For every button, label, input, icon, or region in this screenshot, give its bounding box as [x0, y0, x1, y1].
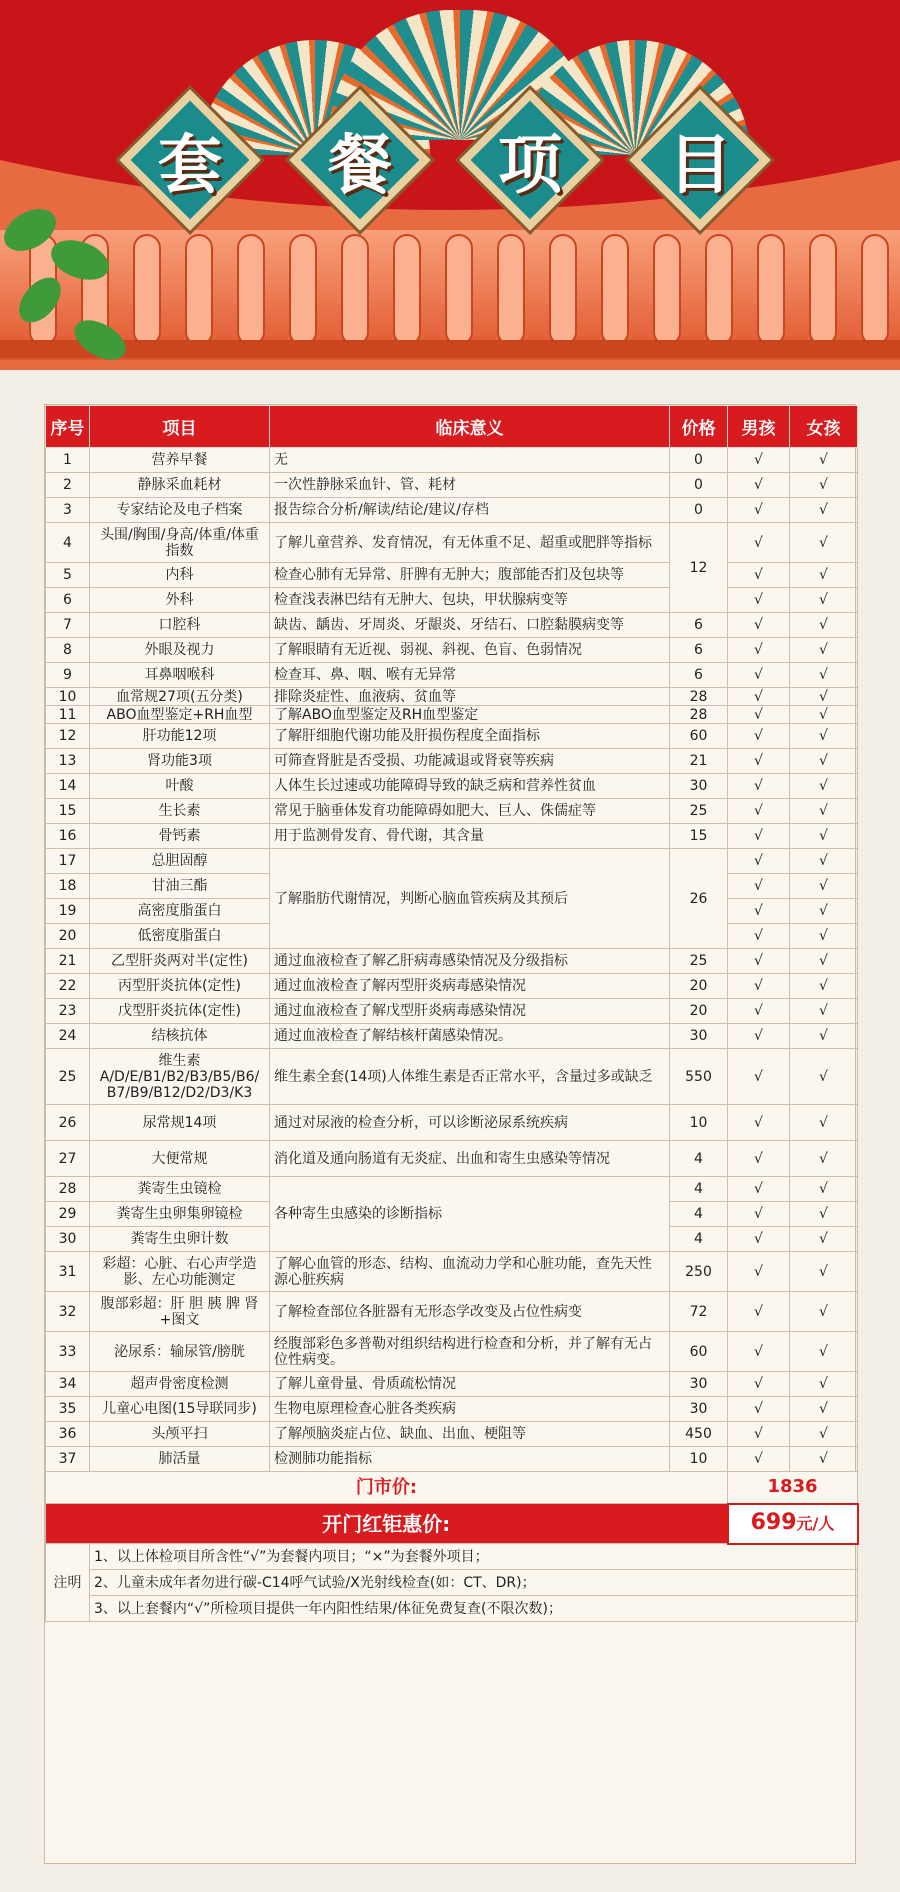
row-price: 60: [670, 724, 728, 749]
row-price: 20: [670, 999, 728, 1024]
row-no: 9: [46, 663, 90, 688]
boy-check: √: [728, 1141, 790, 1177]
girl-check: √: [790, 1105, 858, 1141]
table-row: [46, 724, 858, 749]
row-item: 肝功能12项: [90, 724, 270, 749]
header-girl: 女孩: [790, 406, 858, 448]
row-price: 6: [670, 663, 728, 688]
row-item: 丙型肝炎抗体(定性): [90, 974, 270, 999]
row-price: 30: [670, 1397, 728, 1422]
row-item: 内科: [90, 563, 270, 588]
row-no: 31: [46, 1252, 90, 1292]
table-row: [46, 749, 858, 774]
girl-check: √: [790, 588, 858, 613]
table-row: [46, 588, 858, 613]
row-meaning: 生物电原理检查心脏各类疾病: [270, 1397, 670, 1422]
boy-check: √: [728, 563, 790, 588]
table-row: [46, 1024, 858, 1049]
row-item: 头围/胸围/身高/体重/体重指数: [90, 523, 270, 563]
girl-check: √: [790, 563, 858, 588]
table-row: [46, 949, 858, 974]
row-item: 肾功能3项: [90, 749, 270, 774]
table-row: [46, 523, 858, 563]
row-price: 30: [670, 1024, 728, 1049]
row-item: 超声骨密度检测: [90, 1372, 270, 1397]
row-price: 28: [670, 688, 728, 706]
table-row: [46, 663, 858, 688]
table-row: [46, 1422, 858, 1447]
row-item: ABO血型鉴定+RH血型: [90, 706, 270, 724]
row-item: 生长素: [90, 799, 270, 824]
girl-check: √: [790, 849, 858, 874]
package-table: [45, 405, 859, 1622]
row-price: 0: [670, 498, 728, 523]
row-item: 儿童心电图(15导联同步): [90, 1397, 270, 1422]
row-meaning: 各种寄生虫感染的诊断指标: [270, 1177, 670, 1252]
table-row: [46, 1252, 858, 1292]
boy-check: √: [728, 799, 790, 824]
table-row: [46, 1292, 858, 1332]
row-item: 肺活量: [90, 1447, 270, 1472]
row-meaning: 经腹部彩色多普勒对组织结构进行检查和分析，并了解有无占位性病变。: [270, 1332, 670, 1372]
row-price: 0: [670, 473, 728, 498]
girl-check: √: [790, 613, 858, 638]
row-item: 结核抗体: [90, 1024, 270, 1049]
table-row: [46, 849, 858, 874]
row-meaning: 了解儿童营养、发育情况，有无体重不足、超重或肥胖等指标: [270, 523, 670, 563]
girl-check: √: [790, 706, 858, 724]
table-row: [46, 799, 858, 824]
table-row: [46, 638, 858, 663]
row-item: 叶酸: [90, 774, 270, 799]
row-meaning: 无: [270, 448, 670, 473]
table-header-row: [46, 406, 858, 448]
title-char: 项: [498, 129, 562, 203]
row-no: 6: [46, 588, 90, 613]
row-meaning: 可筛查肾脏是否受损、功能减退或肾衰等疾病: [270, 749, 670, 774]
boy-check: √: [728, 824, 790, 849]
row-no: 18: [46, 874, 90, 899]
note-text: 1、以上体检项目所含性“√”为套餐内项目；“×”为套餐外项目；: [90, 1544, 858, 1570]
promo-price-row: [46, 1504, 858, 1544]
header-no: 序号: [46, 406, 90, 448]
girl-check: √: [790, 688, 858, 706]
title-diamond: [630, 90, 770, 230]
note-text: 3、以上套餐内“√”所检项目提供一年内阳性结果/体征免费复查(不限次数)；: [90, 1596, 858, 1622]
boy-check: √: [728, 724, 790, 749]
row-price: 25: [670, 949, 728, 974]
row-item: 大便常规: [90, 1141, 270, 1177]
boy-check: √: [728, 924, 790, 949]
girl-check: √: [790, 1202, 858, 1227]
row-meaning: 缺齿、龋齿、牙周炎、牙龈炎、牙结石、口腔黏膜病变等: [270, 613, 670, 638]
row-meaning: 了解儿童骨量、骨质疏松情况: [270, 1372, 670, 1397]
row-meaning: 人体生长过速或功能障碍导致的缺乏病和营养性贫血: [270, 774, 670, 799]
note-row: [46, 1570, 858, 1596]
girl-check: √: [790, 974, 858, 999]
promo-price-value: [728, 1504, 858, 1544]
girl-check: √: [790, 663, 858, 688]
girl-check: √: [790, 1422, 858, 1447]
row-no: 13: [46, 749, 90, 774]
boy-check: √: [728, 1105, 790, 1141]
table-row: [46, 999, 858, 1024]
boy-check: √: [728, 974, 790, 999]
row-meaning: 了解肝细胞代谢功能及肝损伤程度全面指标: [270, 724, 670, 749]
boy-check: √: [728, 749, 790, 774]
row-no: 29: [46, 1202, 90, 1227]
row-meaning: 维生素全套(14项)人体维生素是否正常水平，含量过多或缺乏: [270, 1049, 670, 1105]
row-item: 戊型肝炎抗体(定性): [90, 999, 270, 1024]
promo-price-unit: 元/人: [796, 1514, 835, 1533]
row-no: 21: [46, 949, 90, 974]
row-price: 30: [670, 1372, 728, 1397]
row-no: 25: [46, 1049, 90, 1105]
table-row: [46, 1397, 858, 1422]
table-row: [46, 688, 858, 706]
boy-check: √: [728, 949, 790, 974]
table-row: [46, 774, 858, 799]
row-item: 外科: [90, 588, 270, 613]
boy-check: √: [728, 999, 790, 1024]
boy-check: √: [728, 1024, 790, 1049]
row-no: 12: [46, 724, 90, 749]
row-item: 粪寄生虫镜检: [90, 1177, 270, 1202]
row-price: 25: [670, 799, 728, 824]
row-no: 30: [46, 1227, 90, 1252]
header-boy: 男孩: [728, 406, 790, 448]
table-row: [46, 1372, 858, 1397]
girl-check: √: [790, 949, 858, 974]
store-price-value: 1836: [728, 1472, 858, 1504]
row-meaning: 通过血液检查了解戊型肝炎病毒感染情况: [270, 999, 670, 1024]
table-row: [46, 1332, 858, 1372]
row-price: 15: [670, 824, 728, 849]
girl-check: √: [790, 1141, 858, 1177]
table-row: [46, 1141, 858, 1177]
row-price: 30: [670, 774, 728, 799]
row-meaning: 检查心肺有无异常、肝脾有无肿大；腹部能否扪及包块等: [270, 563, 670, 588]
row-no: 17: [46, 849, 90, 874]
row-meaning: 用于监测骨发育、骨代谢，其含量: [270, 824, 670, 849]
girl-check: √: [790, 473, 858, 498]
boy-check: √: [728, 774, 790, 799]
title: [100, 80, 820, 250]
row-meaning: 检查耳、鼻、咽、喉有无异常: [270, 663, 670, 688]
girl-check: √: [790, 1292, 858, 1332]
row-price: 250: [670, 1252, 728, 1292]
girl-check: √: [790, 799, 858, 824]
table-row: [46, 473, 858, 498]
row-item: 血常规27项(五分类): [90, 688, 270, 706]
row-no: 33: [46, 1332, 90, 1372]
row-item: 总胆固醇: [90, 849, 270, 874]
boy-check: √: [728, 498, 790, 523]
row-item: 营养早餐: [90, 448, 270, 473]
row-price: 72: [670, 1292, 728, 1332]
row-meaning: 检测肺功能指标: [270, 1447, 670, 1472]
store-price-label: 门市价:: [46, 1472, 728, 1504]
row-no: 3: [46, 498, 90, 523]
row-item: 乙型肝炎两对半(定性): [90, 949, 270, 974]
package-table-container: [44, 404, 856, 1864]
girl-check: √: [790, 774, 858, 799]
store-price-row: [46, 1472, 858, 1504]
row-price: 4: [670, 1202, 728, 1227]
header-meaning: 临床意义: [270, 406, 670, 448]
girl-check: √: [790, 1447, 858, 1472]
boy-check: √: [728, 663, 790, 688]
note-row: [46, 1544, 858, 1570]
row-item: 高密度脂蛋白: [90, 899, 270, 924]
row-no: 2: [46, 473, 90, 498]
row-no: 34: [46, 1372, 90, 1397]
row-item: 头颅平扫: [90, 1422, 270, 1447]
title-char: 套: [158, 129, 222, 203]
row-item: 骨钙素: [90, 824, 270, 849]
row-price: 60: [670, 1332, 728, 1372]
row-no: 22: [46, 974, 90, 999]
row-no: 20: [46, 924, 90, 949]
boy-check: √: [728, 523, 790, 563]
row-meaning: 了解心血管的形态、结构、血流动力学和心脏功能，查先天性源心脏疾病: [270, 1252, 670, 1292]
boy-check: √: [728, 688, 790, 706]
row-no: 16: [46, 824, 90, 849]
girl-check: √: [790, 1252, 858, 1292]
row-item: 粪寄生虫卵计数: [90, 1227, 270, 1252]
row-item: 腹部彩超：肝 胆 胰 脾 肾 +图文: [90, 1292, 270, 1332]
row-price: 450: [670, 1422, 728, 1447]
boy-check: √: [728, 1049, 790, 1105]
table-row: [46, 613, 858, 638]
girl-check: √: [790, 638, 858, 663]
boy-check: √: [728, 1292, 790, 1332]
boy-check: √: [728, 899, 790, 924]
row-meaning: 排除炎症性、血液病、贫血等: [270, 688, 670, 706]
table-row: [46, 563, 858, 588]
row-meaning: 了解检查部位各脏器有无形态学改变及占位性病变: [270, 1292, 670, 1332]
row-price: 6: [670, 613, 728, 638]
row-item: 彩超：心脏、右心声学造影、左心功能测定: [90, 1252, 270, 1292]
row-no: 36: [46, 1422, 90, 1447]
row-no: 27: [46, 1141, 90, 1177]
row-no: 23: [46, 999, 90, 1024]
row-price: 21: [670, 749, 728, 774]
boy-check: √: [728, 1227, 790, 1252]
girl-check: √: [790, 749, 858, 774]
girl-check: √: [790, 448, 858, 473]
title-diamond: [460, 90, 600, 230]
row-item: 耳鼻咽喉科: [90, 663, 270, 688]
row-meaning: 了解眼睛有无近视、弱视、斜视、色盲、色弱情况: [270, 638, 670, 663]
row-price: 26: [670, 849, 728, 949]
boy-check: √: [728, 849, 790, 874]
girl-check: √: [790, 824, 858, 849]
table-row: [46, 1447, 858, 1472]
row-item: 尿常规14项: [90, 1105, 270, 1141]
row-meaning: 一次性静脉采血针、管、耗材: [270, 473, 670, 498]
girl-check: √: [790, 924, 858, 949]
row-item: 口腔科: [90, 613, 270, 638]
girl-check: √: [790, 498, 858, 523]
row-price: 20: [670, 974, 728, 999]
boy-check: √: [728, 1332, 790, 1372]
row-meaning: 消化道及通向肠道有无炎症、出血和寄生虫感染等情况: [270, 1141, 670, 1177]
row-no: 26: [46, 1105, 90, 1141]
notes-label: 注明: [46, 1544, 90, 1622]
row-no: 8: [46, 638, 90, 663]
boy-check: √: [728, 1397, 790, 1422]
row-price: 550: [670, 1049, 728, 1105]
girl-check: √: [790, 874, 858, 899]
row-no: 5: [46, 563, 90, 588]
promo-price-label: 开门红钜惠价:: [46, 1504, 728, 1544]
row-no: 24: [46, 1024, 90, 1049]
row-price: 12: [670, 523, 728, 613]
row-item: 泌尿系：输尿管/膀胱: [90, 1332, 270, 1372]
boy-check: √: [728, 638, 790, 663]
boy-check: √: [728, 448, 790, 473]
row-price: 4: [670, 1141, 728, 1177]
row-no: 37: [46, 1447, 90, 1472]
row-no: 35: [46, 1397, 90, 1422]
row-meaning: 通过血液检查了解结核杆菌感染情况。: [270, 1024, 670, 1049]
header-price: 价格: [670, 406, 728, 448]
boy-check: √: [728, 613, 790, 638]
girl-check: √: [790, 1049, 858, 1105]
row-meaning: 通过血液检查了解丙型肝炎病毒感染情况: [270, 974, 670, 999]
row-no: 7: [46, 613, 90, 638]
row-meaning: 了解颅脑炎症占位、缺血、出血、梗阻等: [270, 1422, 670, 1447]
title-char: 餐: [328, 129, 392, 203]
boy-check: √: [728, 588, 790, 613]
boy-check: √: [728, 1372, 790, 1397]
boy-check: √: [728, 1177, 790, 1202]
note-row: [46, 1596, 858, 1622]
girl-check: √: [790, 999, 858, 1024]
table-row: [46, 706, 858, 724]
girl-check: √: [790, 899, 858, 924]
boy-check: √: [728, 473, 790, 498]
row-price: 28: [670, 706, 728, 724]
note-text: 2、儿童未成年者勿进行碳-C14呼气试验/X光射线检查(如：CT、DR)；: [90, 1570, 858, 1596]
row-meaning: 常见于脑垂体发育功能障碍如肥大、巨人、侏儒症等: [270, 799, 670, 824]
girl-check: √: [790, 523, 858, 563]
row-meaning: 了解脂肪代谢情况，判断心脑血管疾病及其预后: [270, 849, 670, 949]
title-diamond: [290, 90, 430, 230]
row-meaning: 检查浅表淋巴结有无肿大、包块，甲状腺病变等: [270, 588, 670, 613]
row-price: 10: [670, 1105, 728, 1141]
row-no: 4: [46, 523, 90, 563]
row-no: 14: [46, 774, 90, 799]
promo-price-number: 699: [750, 1510, 797, 1535]
table-row: [46, 1177, 858, 1202]
header-banner: [0, 0, 900, 390]
row-no: 11: [46, 706, 90, 724]
boy-check: √: [728, 1447, 790, 1472]
row-item: 低密度脂蛋白: [90, 924, 270, 949]
boy-check: √: [728, 1422, 790, 1447]
row-item: 甘油三酯: [90, 874, 270, 899]
row-price: 10: [670, 1447, 728, 1472]
boy-check: √: [728, 874, 790, 899]
row-no: 15: [46, 799, 90, 824]
row-item: 维生素 A/D/E/B1/B2/B3/B5/B6/ B7/B9/B12/D2/D3/K3: [90, 1049, 270, 1105]
boy-check: √: [728, 1252, 790, 1292]
row-no: 10: [46, 688, 90, 706]
row-meaning: 报告综合分析/解读/结论/建议/存档: [270, 498, 670, 523]
girl-check: √: [790, 1227, 858, 1252]
row-meaning: 了解ABO血型鉴定及RH血型鉴定: [270, 706, 670, 724]
girl-check: √: [790, 1332, 858, 1372]
table-row: [46, 824, 858, 849]
row-item: 静脉采血耗材: [90, 473, 270, 498]
girl-check: √: [790, 1397, 858, 1422]
boy-check: √: [728, 706, 790, 724]
title-diamond: [120, 90, 260, 230]
title-char: 目: [668, 129, 732, 203]
table-row: [46, 448, 858, 473]
row-no: 32: [46, 1292, 90, 1332]
row-meaning: 通过血液检查了解乙肝病毒感染情况及分级指标: [270, 949, 670, 974]
girl-check: √: [790, 1372, 858, 1397]
row-no: 28: [46, 1177, 90, 1202]
row-item: 粪寄生虫卵集卵镜检: [90, 1202, 270, 1227]
girl-check: √: [790, 724, 858, 749]
row-price: 4: [670, 1227, 728, 1252]
row-meaning: 通过对尿液的检查分析，可以诊断泌尿系统疾病: [270, 1105, 670, 1141]
row-price: 4: [670, 1177, 728, 1202]
row-item: 专家结论及电子档案: [90, 498, 270, 523]
row-no: 19: [46, 899, 90, 924]
table-row: [46, 1105, 858, 1141]
table-row: [46, 498, 858, 523]
table-row: [46, 1049, 858, 1105]
girl-check: √: [790, 1024, 858, 1049]
header-item: 项目: [90, 406, 270, 448]
row-item: 外眼及视力: [90, 638, 270, 663]
row-price: 6: [670, 638, 728, 663]
row-price: 0: [670, 448, 728, 473]
girl-check: √: [790, 1177, 858, 1202]
boy-check: √: [728, 1202, 790, 1227]
table-row: [46, 974, 858, 999]
row-no: 1: [46, 448, 90, 473]
